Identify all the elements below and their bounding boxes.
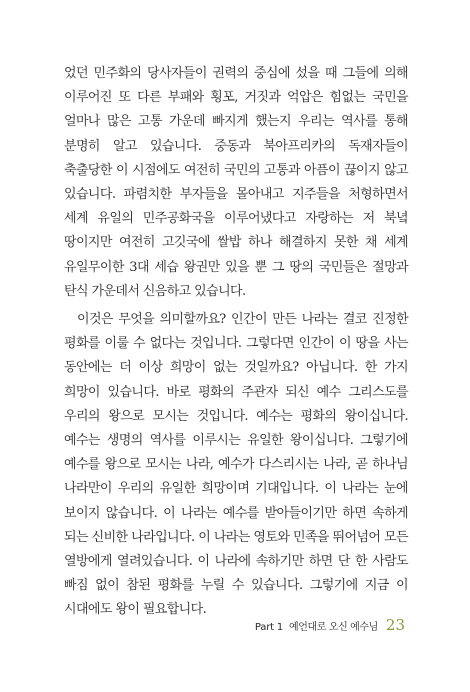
paragraph: 이것은 무엇을 의미할까요? 인간이 만든 나라는 결코 진정한 평화를 이룰 수 없다는 것입니다. 그렇다면 인간이 이 땅을 사는 동안에는 더 이상 희망이 없는 것일까요? 아닙니다. 한 가지 희망이 있습니다. 바로 평화의 주관자 되신 예수 그리스도를 우리의 왕으로 모시는 것입니다. 예수는 평화의 왕이십니다. 예수는 생명의 역사를 이루시는 유일한 왕이십니다. 그렇기에 예수를 왕으로 모시는 나라, 예수가 다스리시는 나라, 곧 하나님 나라만이 우리의 유일한 희망이며 기대입니다. 이 나라는 눈에 보이지 않습니다. 이 나라는 예수를 받아들이기만 하면 속하게 되는 신비한 나라입니다. 이 나라는 영토와 민족을 뛰어넘어 모든 열방에게 열려있습니다. 이 나라에 속하기만 하면 단 한 사람도 빠짐 없이 참된 평화를 누릴 수 있습니다. 그렇기에 지금 이 시대에도 왕이 필요합니다. — [64, 312, 408, 618]
body-text — [64, 62, 408, 623]
footer-section-title: 예언대로 오신 예수님 — [289, 622, 378, 633]
footer-part-label: Part 1 — [254, 622, 283, 633]
paragraph: 었던 민주화의 당사자들이 권력의 중심에 섰을 때 그들에 의해 이루어진 또 다른 부패와 횡포, 거짓과 억압은 힘없는 국민을 얼마나 많은 고통 가운데 빠지게 했는지 우리는 역사를 통해 분명히 알고 있습니다. 중동과 북아프리카의 독재자들이 축출당한 이 시점에도 여전히 국민의 고통과 아픔이 끊이지 않고 있습니다. 파렴치한 부자들을 몰아내고 지주들을 처형하면서 세계 유일의 민주공화국을 이루어냈다고 자랑하는 저 북녘 땅이지만 여전히 고깃국에 쌀밥 하나 해결하지 못한 채 세계 유일무이한 3대 세습 왕권만 있을 뿐 그 땅의 국민들은 절망과 탄식 가운데서 신음하고 있습니다. — [64, 66, 408, 299]
running-footer — [255, 616, 405, 634]
page-number: 23 — [385, 616, 405, 634]
